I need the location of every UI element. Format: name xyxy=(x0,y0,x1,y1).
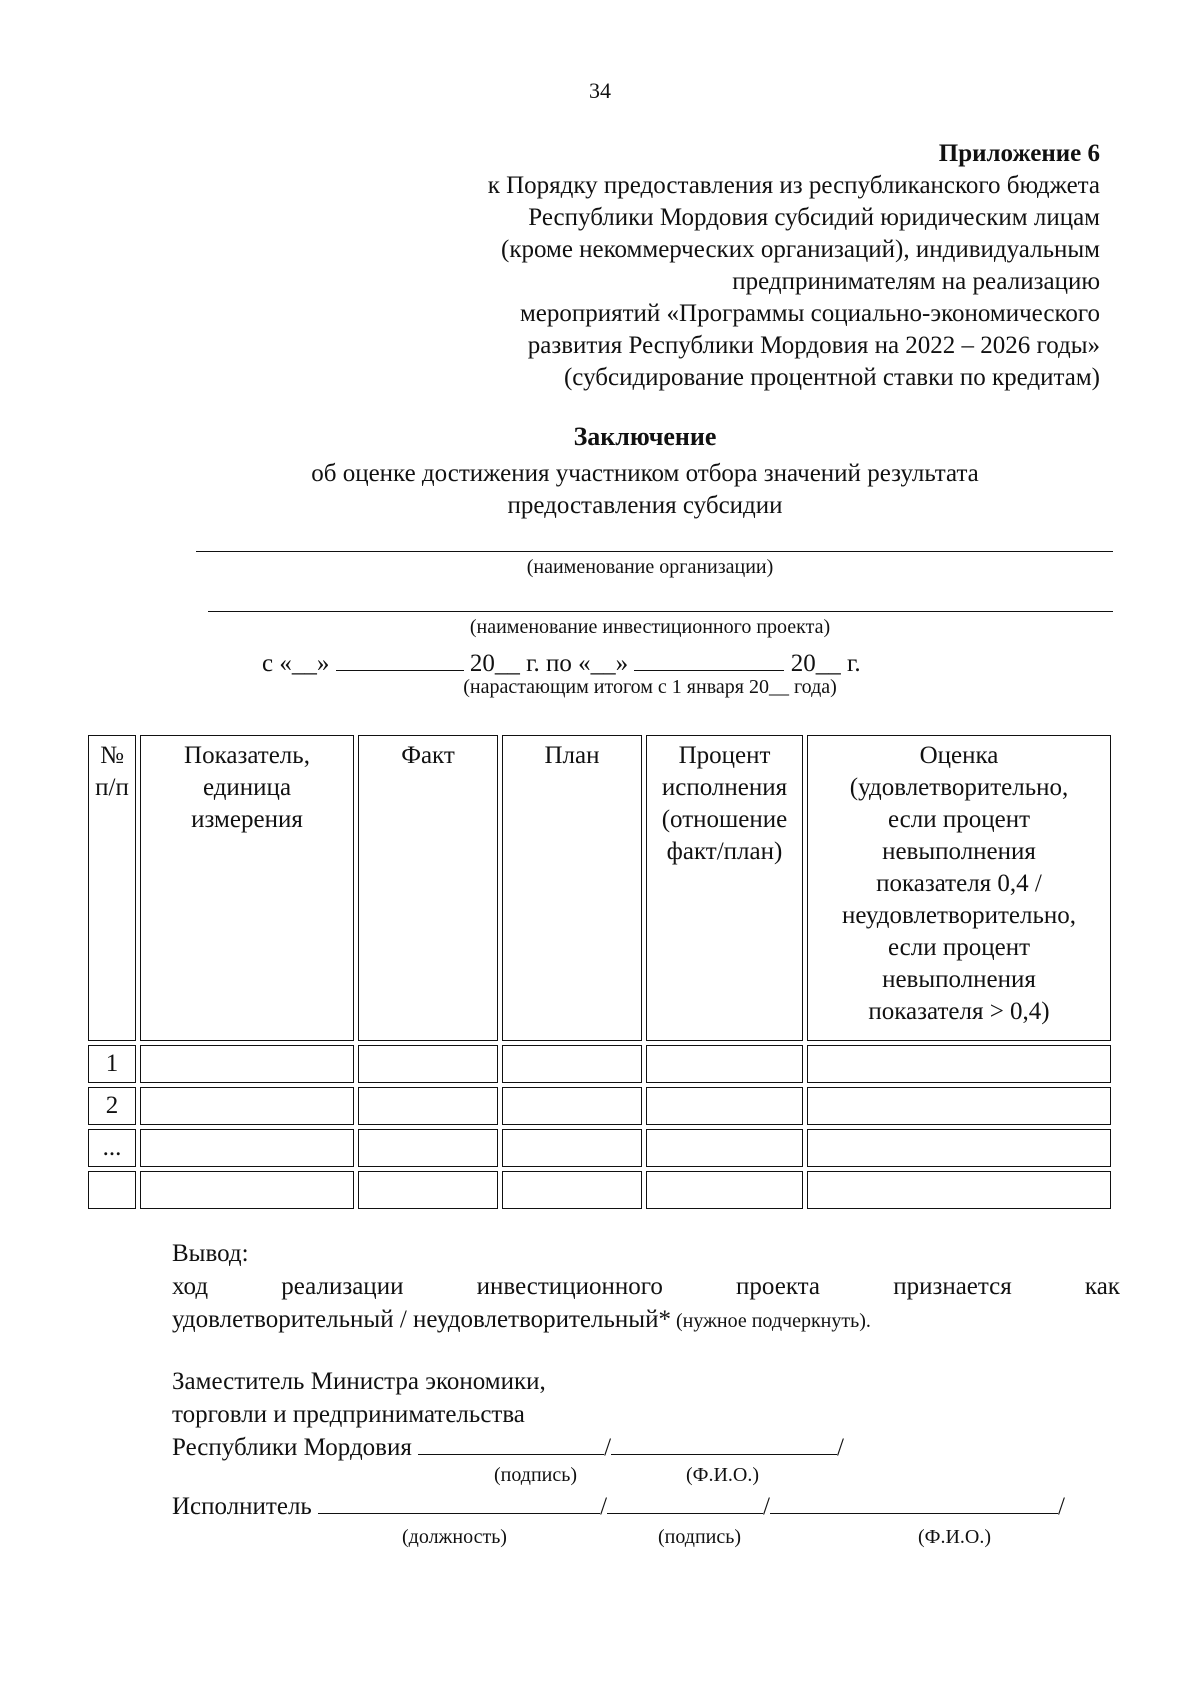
header-line: исполнения xyxy=(661,774,788,801)
header-plan xyxy=(502,735,642,1041)
official-name-caption: (Ф.И.О.) xyxy=(686,1464,760,1486)
table-row xyxy=(88,1045,1111,1083)
appendix-line: к Порядку предоставления из республиканского бюджета xyxy=(487,172,1100,199)
cell-indicator[interactable] xyxy=(140,1129,354,1167)
conclusion-word: инвестиционного xyxy=(476,1273,663,1300)
cell-indicator[interactable] xyxy=(140,1045,354,1083)
document-subtitle xyxy=(0,458,1200,522)
header-line: измерения xyxy=(191,806,303,833)
header-percent xyxy=(646,735,803,1041)
header-line: если процент xyxy=(887,806,1031,833)
appendix-header xyxy=(340,138,1100,394)
conclusion-note: (нужное подчеркнуть). xyxy=(670,1310,871,1332)
cell-plan[interactable] xyxy=(502,1171,642,1209)
official-signature-caption: (подпись) xyxy=(494,1464,578,1486)
period-line xyxy=(262,646,861,678)
cell-plan[interactable] xyxy=(502,1087,642,1125)
appendix-line: предпринимателям на реализацию xyxy=(732,268,1100,295)
cell-indicator[interactable] xyxy=(140,1087,354,1125)
header-line: показателя 0,4 / xyxy=(876,870,1042,897)
table-row xyxy=(88,1129,1111,1167)
executor-signature-caption: (подпись) xyxy=(658,1526,742,1548)
header-line: факт/план) xyxy=(666,838,783,865)
executor-label: Исполнитель xyxy=(172,1493,312,1520)
header-line: Процент xyxy=(678,742,771,769)
executor-sign-line: Исполнитель / / / xyxy=(172,1493,1065,1520)
table-row xyxy=(88,1087,1111,1125)
cell-percent[interactable] xyxy=(646,1129,803,1167)
page-number: 34 xyxy=(589,78,611,103)
document-title: Заключение xyxy=(573,422,717,451)
cell-assessment[interactable] xyxy=(807,1045,1111,1083)
cell-plan[interactable] xyxy=(502,1045,642,1083)
conclusion-block xyxy=(172,1237,1120,1338)
header-line: (отношение xyxy=(661,806,788,833)
row-number: 2 xyxy=(88,1087,136,1125)
header-line: если процент xyxy=(887,934,1031,961)
header-line: План xyxy=(544,742,600,769)
header-indicator xyxy=(140,735,354,1041)
organization-line[interactable] xyxy=(196,551,1113,552)
official-name-blank[interactable] xyxy=(611,1432,837,1455)
official-title-line: торговли и предпринимательства xyxy=(172,1401,525,1428)
appendix-line: Республики Мордовия субсидий юридическим лицам xyxy=(528,204,1100,231)
header-line: Факт xyxy=(401,742,455,769)
header-num xyxy=(88,735,136,1041)
cumulative-caption: (нарастающим итогом с 1 января 20__ года) xyxy=(463,676,837,698)
official-title-line: Республики Мордовия xyxy=(172,1434,412,1461)
organization-caption: (наименование организации) xyxy=(526,556,774,578)
appendix-line: мероприятий «Программы социально-экономического xyxy=(519,300,1100,327)
conclusion-word: проекта xyxy=(736,1273,820,1300)
table-header-row xyxy=(88,735,1111,1041)
executor-name-blank[interactable] xyxy=(770,1491,1058,1514)
conclusion-word: реализации xyxy=(281,1273,404,1300)
subtitle-line: предоставления субсидии xyxy=(507,492,783,519)
header-line: показателя > 0,4) xyxy=(868,998,1050,1025)
executor-signature-blank[interactable] xyxy=(607,1491,763,1514)
cell-fact[interactable] xyxy=(358,1087,498,1125)
official-sign-line: Республики Мордовия / / xyxy=(172,1434,844,1461)
header-line: № xyxy=(100,742,124,769)
official-signature-block xyxy=(172,1365,844,1464)
period-to-month-blank[interactable] xyxy=(634,646,784,671)
header-line: единица xyxy=(202,774,292,801)
cell-percent[interactable] xyxy=(646,1171,803,1209)
cell-percent[interactable] xyxy=(646,1087,803,1125)
appendix-line: (субсидирование процентной ставки по кредитам) xyxy=(563,364,1100,391)
conclusion-result-line xyxy=(172,1303,1120,1338)
header-fact xyxy=(358,735,498,1041)
cell-indicator[interactable] xyxy=(140,1171,354,1209)
executor-signature-block xyxy=(172,1490,1065,1523)
appendix-line: (кроме некоммерческих организаций), индивидуальным xyxy=(501,236,1100,263)
conclusion-line xyxy=(172,1270,1120,1303)
cell-plan[interactable] xyxy=(502,1129,642,1167)
header-line: невыполнения xyxy=(882,966,1036,993)
period-end: 20__ г. xyxy=(790,650,861,677)
conclusion-word: признается xyxy=(893,1273,1012,1300)
cell-assessment[interactable] xyxy=(807,1087,1111,1125)
header-line: Показатель, xyxy=(184,742,310,769)
header-line: п/п xyxy=(95,774,129,801)
executor-position-caption: (должность) xyxy=(402,1526,507,1548)
executor-name-caption: (Ф.И.О.) xyxy=(918,1526,992,1548)
official-signature-blank[interactable] xyxy=(418,1432,604,1455)
project-line[interactable] xyxy=(208,611,1113,612)
period-to: 20__ г. по «__» xyxy=(469,650,629,677)
header-line: неудовлетворительно, xyxy=(841,902,1076,929)
row-number: ... xyxy=(88,1129,136,1167)
executor-position-blank[interactable] xyxy=(318,1491,600,1514)
cell-fact[interactable] xyxy=(358,1171,498,1209)
conclusion-word: ход xyxy=(172,1273,209,1300)
table-row xyxy=(88,1171,1111,1209)
period-from: с «__» xyxy=(262,650,330,677)
conclusion-label: Вывод: xyxy=(172,1240,249,1267)
header-line: (удовлетворительно, xyxy=(849,774,1069,801)
conclusion-word: как xyxy=(1084,1273,1120,1300)
official-title-line: Заместитель Министра экономики, xyxy=(172,1368,546,1395)
cell-fact[interactable] xyxy=(358,1129,498,1167)
header-assessment xyxy=(807,735,1111,1041)
cell-assessment[interactable] xyxy=(807,1171,1111,1209)
results-table xyxy=(84,731,1115,1213)
subtitle-line: об оценке достижения участником отбора значений результата xyxy=(311,460,979,487)
row-number xyxy=(88,1171,136,1209)
appendix-line: развития Республики Мордовия на 2022 – 2026 годы» xyxy=(527,332,1100,359)
appendix-title: Приложение 6 xyxy=(938,140,1100,167)
header-line: Оценка xyxy=(919,742,999,769)
conclusion-result[interactable]: удовлетворительный / неудовлетворительный* xyxy=(172,1306,671,1333)
project-caption: (наименование инвестиционного проекта) xyxy=(469,616,831,638)
cell-percent[interactable] xyxy=(646,1045,803,1083)
period-from-month-blank[interactable] xyxy=(336,646,464,671)
header-line: невыполнения xyxy=(882,838,1036,865)
cell-fact[interactable] xyxy=(358,1045,498,1083)
cell-assessment[interactable] xyxy=(807,1129,1111,1167)
row-number: 1 xyxy=(88,1045,136,1083)
